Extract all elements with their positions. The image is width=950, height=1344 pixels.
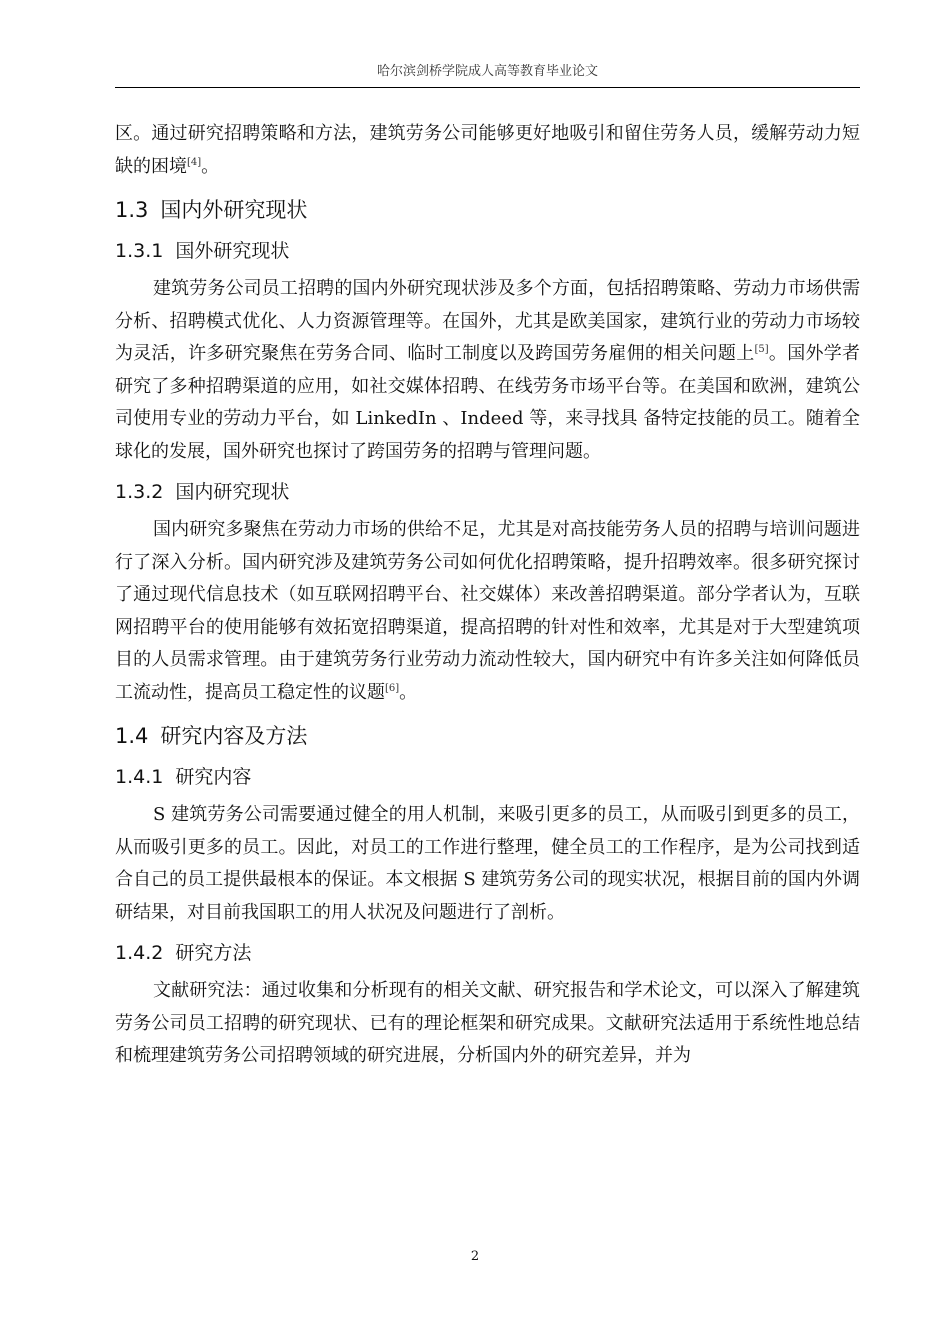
subsection-heading <box>115 937 860 969</box>
page-number: 2 <box>470 1249 480 1264</box>
paragraph <box>115 514 860 709</box>
subsection-heading <box>115 761 860 793</box>
paragraph-continued <box>115 118 860 183</box>
subsection-heading <box>115 476 860 508</box>
citation: [4] <box>187 156 202 168</box>
subsection-number: 1.4.1 <box>115 766 164 788</box>
subsection-title: 国内研究现状 <box>175 481 290 503</box>
subsection-title: 研究内容 <box>175 766 252 788</box>
paragraph-text: 。国外学者研究了多种招聘渠道的应用，如社交媒体招聘、在线劳务市场平台等。在美国和欧洲，建筑公司使用专业的劳动力平台，如 LinkedIn 、Indeed 等，来寻找具 备特定技能的员工。随着全球化的发展，国外研究也探讨了跨国劳务的招聘与管理问题。 <box>115 343 861 462</box>
header-rule <box>115 87 860 88</box>
subsection-number: 1.4.2 <box>115 942 164 964</box>
paragraph <box>115 273 860 468</box>
section-number: 1.3 <box>115 198 149 222</box>
paragraph: 文献研究法：通过收集和分析现有的相关文献、研究报告和学术论文，可以深入了解建筑劳务公司员工招聘的研究现状、已有的理论框架和研究成果。文献研究法适用于系统性地总结和梳理建筑劳务公司招聘领域的研究进展，分析国内外的研究差异，并为 <box>115 980 860 1066</box>
section-number: 1.4 <box>115 724 149 748</box>
paragraph-text: 建筑劳务公司员工招聘的国内外研究现状涉及多个方面，包括招聘策略、劳动力市场供需分析、招聘模式优化、人力资源管理等。在国外，尤其是欧美国家，建筑行业的劳动力市场较为灵活，许多研究聚焦在劳务合同、临时工制度以及跨国劳务雇佣的相关问题上 <box>115 278 860 364</box>
subsection-heading <box>115 235 860 267</box>
subsection-number: 1.3.2 <box>115 481 164 503</box>
section-heading <box>115 719 860 753</box>
paragraph-text: 。 <box>399 681 418 703</box>
paragraph-text: 国内研究多聚焦在劳动力市场的供给不足，尤其是对高技能劳务人员的招聘与培训问题进行了深入分析。国内研究涉及建筑劳务公司如何优化招聘策略，提升招聘效率。很多研究探讨了通过现代信息技术（如互联网招聘平台、社交媒体）来改善招聘渠道。部分学者认为，互联网招聘平台的使用能够有效拓宽招聘渠道，提高招聘的针对性和效率，尤其是对于大型建筑项目的人员需求管理。由于建筑劳务行业劳动力流动性较大，国内研究中有许多关注如何降低员工流动性，提高员工稳定性的议题 <box>115 519 860 703</box>
subsection-number: 1.3.1 <box>115 240 164 262</box>
subsection-title: 研究方法 <box>175 942 252 964</box>
citation: [5] <box>754 344 769 355</box>
paragraph-text: 。 <box>201 155 220 177</box>
section-title: 国内外研究现状 <box>160 198 308 222</box>
paragraph: S 建筑劳务公司需要通过健全的用人机制，来吸引更多的员工，从而吸引到更多的员工，从而吸引更多的员工。因此，对员工的工作进行整理，健全员工的工作程序，是为公司找到适合自己的员工提供最根本的保证。本文根据 S 建筑劳务公司的现实状况，根据目前的国内外调研结果，对目前我国职工的用人状况及问题进行了剖析。 <box>115 804 860 923</box>
paragraph-text: 区。通过研究招聘策略和方法，建筑劳务公司能够更好地吸引和留住劳务人员，缓解劳动力短缺的困境 <box>115 123 860 177</box>
running-header: 哈尔滨剑桥学院成人高等教育毕业论文 <box>376 64 598 79</box>
section-title: 研究内容及方法 <box>160 724 308 748</box>
section-heading <box>115 193 860 227</box>
page-body <box>115 118 860 1073</box>
subsection-title: 国外研究现状 <box>175 240 290 262</box>
citation: [6] <box>385 682 400 694</box>
